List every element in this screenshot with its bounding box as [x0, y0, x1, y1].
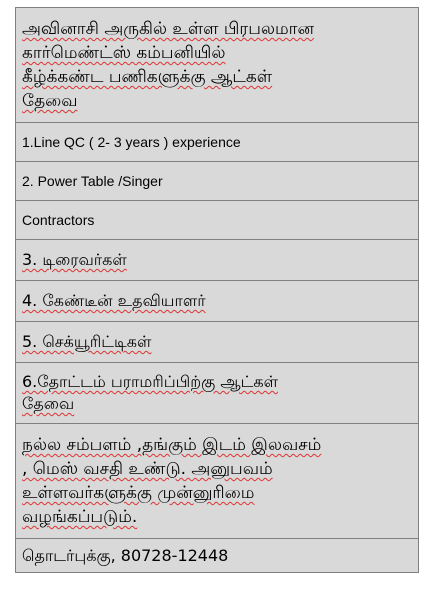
- contact-cell: [16, 539, 419, 573]
- job-row-contractors: [16, 201, 419, 240]
- benefits-row: [16, 424, 419, 539]
- job-garden-line-2: தேவை: [22, 394, 75, 413]
- heading-line-2: கார்மெண்ட்ஸ் கம்பனியில்: [22, 43, 226, 63]
- heading-line-4: தேவை: [22, 91, 78, 111]
- job-power-table: 2. Power Table /Singer: [16, 162, 419, 201]
- job-row-canteen: [16, 281, 419, 322]
- job-security-cell: [16, 322, 419, 363]
- job-line-qc: 1.Line QC ( 2- 3 years ) experience: [16, 123, 419, 162]
- benefits-line-4: வழங்கப்படும்.: [22, 507, 138, 527]
- benefits-line-3: உள்ளவர்களுக்கு முன்னுரிமை: [22, 483, 255, 503]
- heading-line-3: கீழ்க்கண்ட பணிகளுக்கு ஆட்கள்: [22, 67, 273, 87]
- notice-heading-row: [16, 8, 419, 123]
- job-contractors: Contractors: [16, 201, 419, 240]
- job-row-power-table: [16, 162, 419, 201]
- contact-row: [16, 539, 419, 573]
- job-drivers: 3. டிரைவர்கள்: [22, 250, 127, 269]
- job-security: 5. செக்யூரிட்டிகள்: [22, 332, 152, 351]
- job-garden-cell: [16, 363, 419, 424]
- notice-heading-cell: [16, 8, 419, 123]
- job-canteen-cell: [16, 281, 419, 322]
- job-row-security: [16, 322, 419, 363]
- benefits-line-1: நல்ல சம்பளம் ,தங்கும் இடம் இலவசம்: [22, 435, 322, 455]
- job-canteen-helper: 4. கேண்டீன் உதவியாளர்: [22, 291, 206, 310]
- benefits-cell: [16, 424, 419, 539]
- job-row-drivers: [16, 240, 419, 281]
- heading-line-1: அவினாசி அருகில் உள்ள பிரபலமான: [22, 19, 315, 39]
- job-drivers-cell: [16, 240, 419, 281]
- job-garden-line-1: 6.தோட்டம் பராமரிப்பிற்கு ஆட்கள்: [22, 372, 278, 391]
- job-row-garden: [16, 363, 419, 424]
- job-row-line-qc: [16, 123, 419, 162]
- contact-text: தொடர்புக்கு, 80728-12448: [22, 545, 229, 565]
- job-notice-table: [15, 7, 419, 573]
- benefits-line-2: , மெஸ் வசதி உண்டு. அனுபவம்: [22, 459, 273, 479]
